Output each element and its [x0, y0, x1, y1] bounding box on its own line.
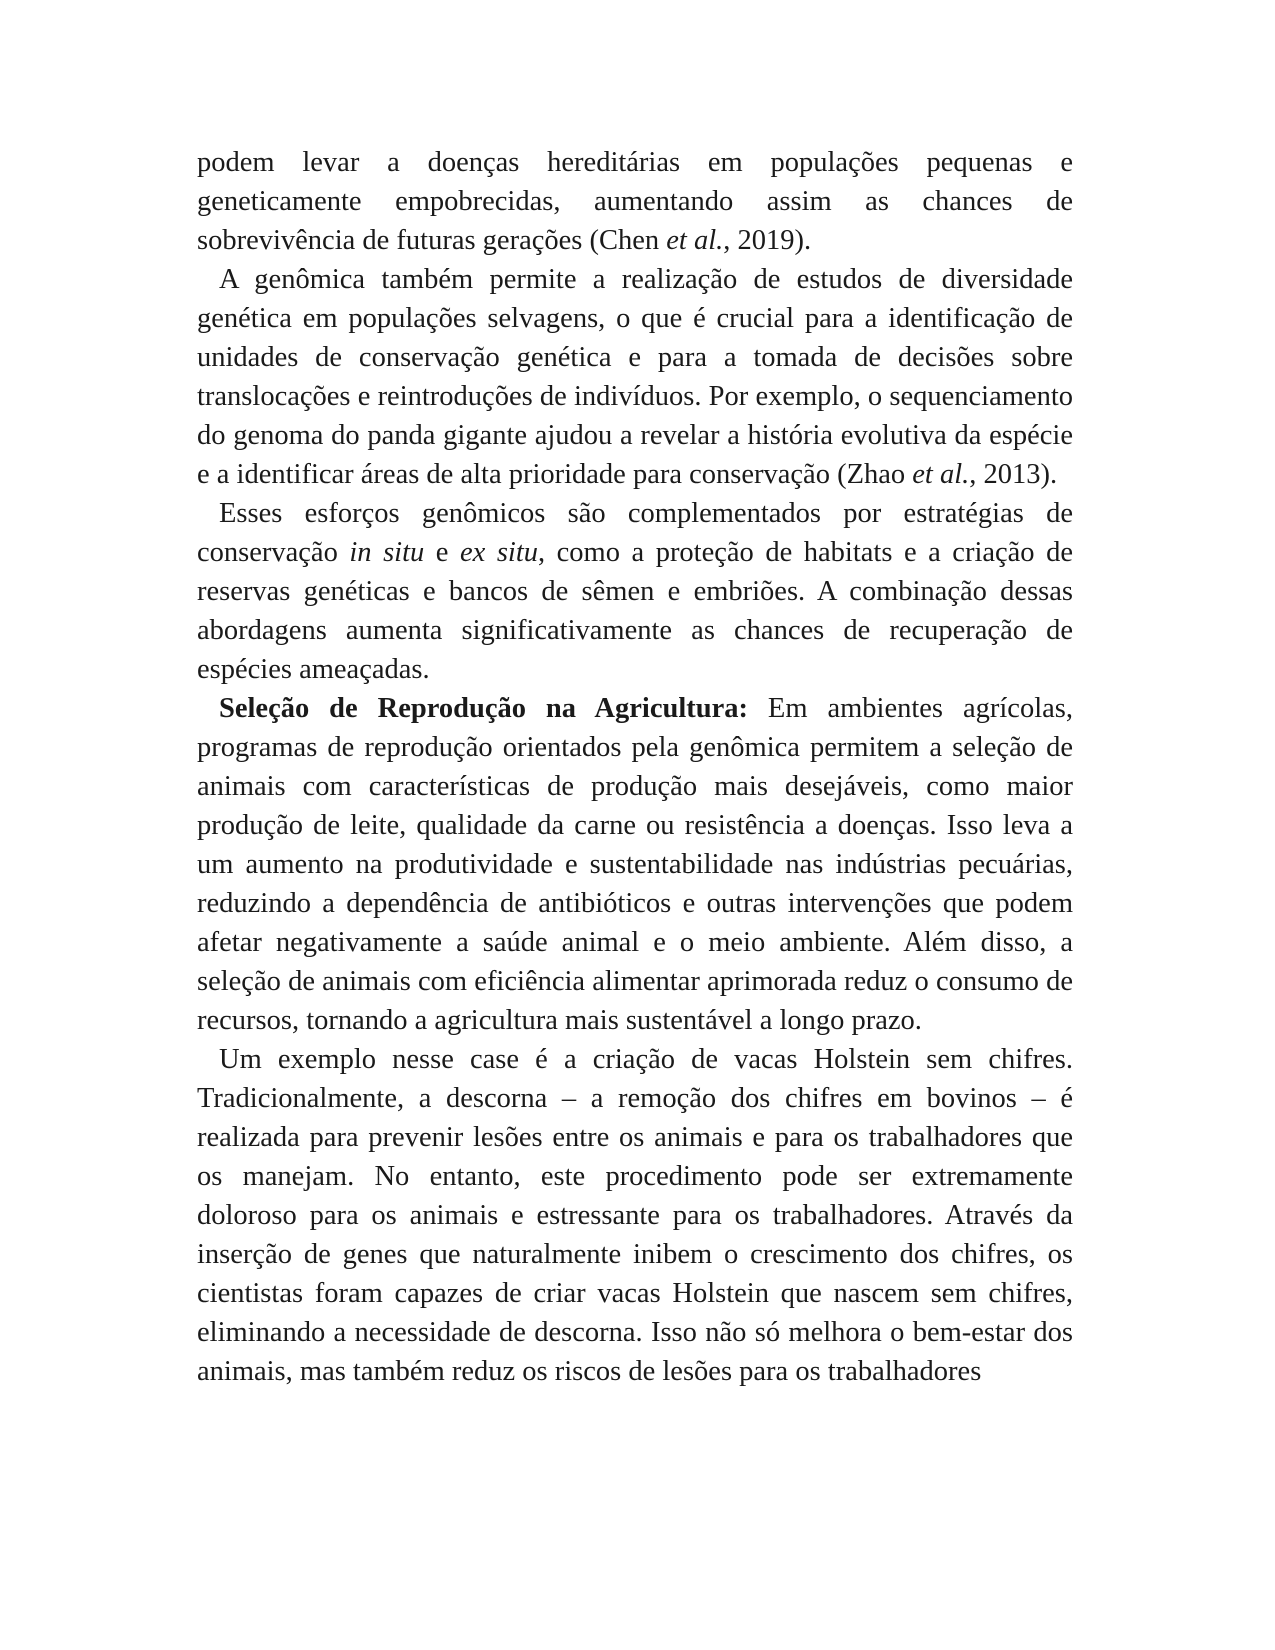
section-heading-inline: Seleção de Reprodução na Agricultura:: [219, 693, 748, 724]
citation-italic: et al.: [912, 459, 970, 490]
paragraph-text: , como a proteção de habitats e a criação de reservas genéticas e bancos de sêmen e embriões. A combinação dessas abordagens aumenta significativamente as chances de recuperação de espécies ameaçadas.: [197, 537, 1073, 685]
body-text: [197, 143, 1073, 1391]
paragraph-agriculture-selection: [197, 689, 1073, 1040]
paragraph-conservation-strategies: [197, 494, 1073, 689]
paragraph-text: Um exemplo nesse case é a criação de vacas Holstein sem chifres. Tradicionalmente, a descorna – a remoção dos chifres em bovinos – é realizada para prevenir lesões entre os animais e para os trabalhadores que os manejam. No entanto, este procedimento pode ser extremamente doloroso para os animais e estressante para os trabalhadores. Através da inserção de genes que naturalmente inibem o crescimento dos chifres, os cientistas foram capazes de criar vacas Holstein que nascem sem chifres, eliminando a necessidade de descorna. Isso não só melhora o bem-estar dos animais, mas também reduz os riscos de lesões para os trabalhadores: [197, 1044, 1073, 1387]
paragraph-text: e: [424, 537, 460, 568]
citation-italic: et al.: [666, 225, 724, 256]
paragraph-continuation: [197, 143, 1073, 260]
citation-year: , 2013).: [969, 459, 1058, 490]
paragraph-holstein-example: [197, 1040, 1073, 1391]
term-ex-situ: ex situ: [459, 537, 538, 568]
paragraph-text: Em ambientes agrícolas, programas de reprodução orientados pela genômica permitem a seleção de animais com características de produção mais desejáveis, como maior produção de leite, qualidade da carne ou resistência a doenças. Isso leva a um aumento na produtividade e sustentabilidade nas indústrias pecuárias, reduzindo a dependência de antibióticos e outras intervenções que podem afetar negativamente a saúde animal e o meio ambiente. Além disso, a seleção de animais com eficiência alimentar aprimorada reduz o consumo de recursos, tornando a agricultura mais sustentável a longo prazo.: [197, 693, 1073, 1036]
paragraph-text: Esses esforços genômicos são complementados por estratégias de conservação: [197, 498, 1073, 568]
paragraph-text: podem levar a doenças hereditárias em populações pequenas e geneticamente empobrecidas, aumentando assim as chances de sobrevivência de futuras gerações (Chen: [197, 147, 1073, 256]
paragraph-text: A genômica também permite a realização de estudos de diversidade genética em populações selvagens, o que é crucial para a identificação de unidades de conservação genética e para a tomada de decisões sobre translocações e reintroduções de indivíduos. Por exemplo, o sequenciamento do genoma do panda gigante ajudou a revelar a história evolutiva da espécie e a identificar áreas de alta prioridade para conservação (Zhao: [197, 264, 1073, 490]
citation-year: , 2019).: [723, 225, 812, 256]
paragraph-genomic-diversity: [197, 260, 1073, 494]
term-in-situ: in situ: [349, 537, 425, 568]
